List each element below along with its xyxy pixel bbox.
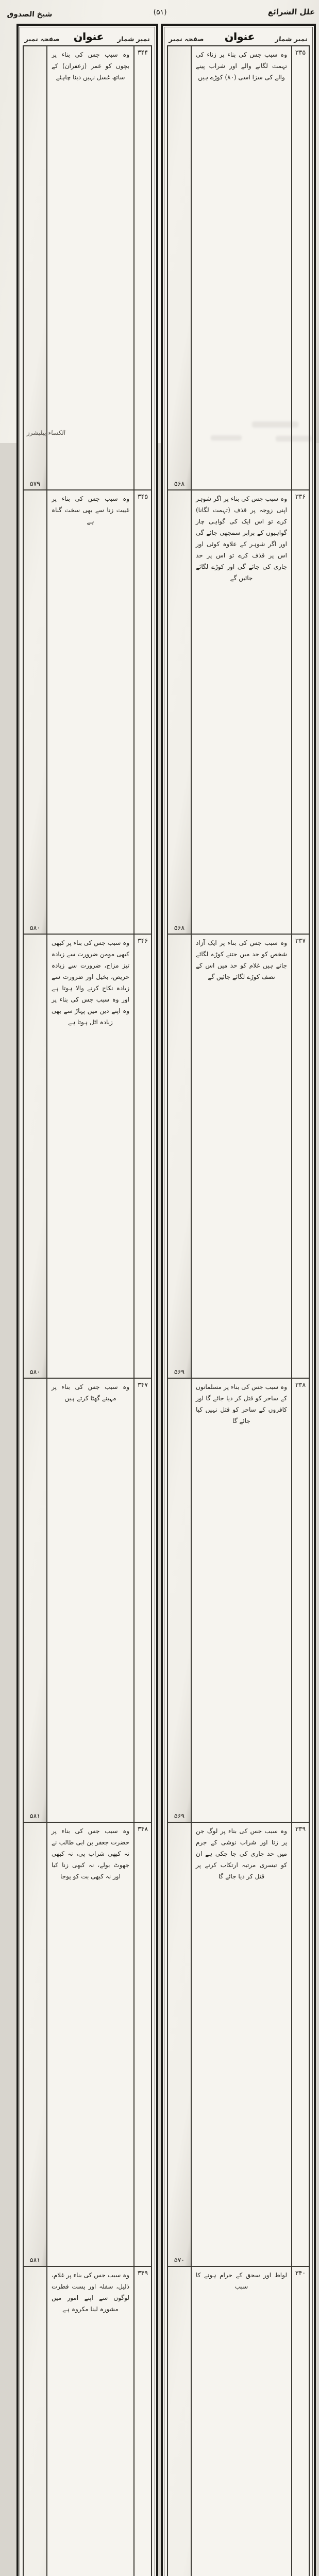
table-header-left (23, 30, 152, 45)
entry-title: وہ سبب جس کی بناء پر بچوں کو غمر (زعفران) کے ساتھ غسل نہیں دینا چاہئے (52, 51, 129, 81)
entry-page: ۵۸۰ (24, 490, 47, 934)
table-row (168, 934, 309, 1378)
entry-page: ۵۶۸ (168, 46, 192, 489)
table-row (24, 2266, 151, 2576)
page-column-header: صفحہ نمبر (24, 35, 60, 43)
table-row (168, 1378, 309, 1822)
entry-page (24, 2267, 47, 2576)
table-row (24, 1378, 151, 1822)
entry-page: ۵۷۰ (168, 1823, 192, 2266)
entry-serial: ۳۳۷ (291, 935, 309, 1378)
table-header-right (167, 30, 310, 45)
title-column-header: عنوان (73, 30, 104, 43)
table-row (168, 489, 309, 934)
entry-serial: ۳۴۷ (133, 1379, 151, 1822)
entry-title: وہ سبب جس کی بناء پر کبھی کبھی مومن ضرورت سے زیادہ تیز مزاج، ضرورت سے زیادہ حریص، بخیل اور ضرورت سے زیادہ نکاح کرنے والا ہوتا ہے اور وہ سبب جس کی بناء پر وہ اپنے دین میں پہاڑ سے بھی زیادہ اٹل ہوتا ہے (52, 939, 129, 1026)
entry-serial: ۳۴۴ (133, 46, 151, 489)
entry-page: ۵۶۸ (168, 490, 192, 934)
entry-serial: ۳۳۵ (291, 46, 309, 489)
running-head (7, 7, 315, 19)
entry-title: لواط اور سحق کے حرام ہونے کا سبب (196, 2272, 287, 2290)
table-row (24, 489, 151, 934)
serial-column-header: نمبر شمار (117, 35, 150, 43)
entry-serial: ۳۴۶ (133, 935, 151, 1378)
entry-title: وہ سبب جس کی بناء پر مہینے گھٹا کرتے ہیں (52, 1383, 129, 1402)
entry-serial: ۳۳۶ (291, 490, 309, 934)
table-row (24, 1822, 151, 2266)
toc-tables (16, 24, 316, 2576)
entry-page: ۵۸۰ (24, 935, 47, 1378)
page-number: (۵۱) (153, 8, 167, 16)
toc-table-right (161, 24, 316, 2576)
entry-title: وہ سبب جس کی بناء پر لوگ جن پر زنا اور شراب نوشی کے جرم میں حد جاری کی جا چکی ہے ان کو تیسری مرتبہ ارتکاب کرنے پر قتل کر دیا جائے گا (196, 1827, 287, 1880)
table-row (168, 2266, 309, 2576)
ink-bleed-mark (252, 421, 298, 428)
author-name: شیخ الصدوق (7, 10, 53, 19)
entry-title: وہ سبب جس کی بناء پر مسلمانوں کے ساحر کو قتل کر دیا جائے گا اور کافروں کے ساحر کو قتل نہیں کیا جائے گا (196, 1383, 287, 1425)
toc-grid-left (23, 45, 152, 2576)
entry-page: ۵۸۱ (24, 1823, 47, 2266)
entry-title: وہ سبب جس کی بناء پر غیبت زنا سے بھی سخت گناہ ہے (52, 495, 129, 525)
entry-page (168, 2267, 192, 2576)
entry-page: ۵۶۹ (168, 1379, 192, 1822)
entry-title: وہ سبب جس کی بناء پر حضرت جعفر بن ابی طالب نے نہ کبھی شراب پی، نہ کبھی جھوٹ بولے، نہ کبھی زنا کیا اور نہ کبھی بت کو پوجا (52, 1827, 129, 1880)
entry-page: ۵۷۹ (24, 46, 47, 489)
table-row (24, 46, 151, 489)
table-row (168, 1822, 309, 2266)
entry-serial: ۳۴۸ (133, 1823, 151, 2266)
entry-serial: ۳۳۹ (291, 1823, 309, 2266)
entry-title: وہ سبب جس کی بناء پر غلام، ذلیل، سفلہ اور پست فطرت لوگوں سے اپنے امور میں مشورہ لینا مکروہ ہے (52, 2272, 129, 2313)
ink-bleed-mark (276, 436, 312, 442)
serial-column-header: نمبر شمار (275, 35, 308, 43)
page-column-header: صفحہ نمبر (169, 35, 205, 43)
publisher-imprint: الکساء پبلیشرز (26, 429, 66, 436)
entry-page: ۵۶۹ (168, 935, 192, 1378)
title-column-header: عنوان (224, 30, 255, 43)
table-row (24, 934, 151, 1378)
entry-serial: ۳۳۸ (291, 1379, 309, 1822)
entry-title: وہ سبب جس کی بناء پر اگر شوہر اپنی زوجہ پر قذف (تہمت لگانا) کرے تو اس ایک کی گواہی چار گواہیوں کے برابر سمجھی جائے گی اور اگر شوہر کے علاوہ کوئی اور اس پر قذف کرے تو اس پر حد جاری کی جائے گی اور کوڑے لگائے جائیں گے (196, 495, 287, 582)
entry-serial: ۳۴۰ (291, 2267, 309, 2576)
entry-title: وہ سبب جس کی بناء پر زناء کی تہمت لگانے والے اور شراب پینے والے کی سزا اسی (۸۰) کوڑے ہیں (196, 51, 287, 81)
entry-serial: ۳۴۹ (133, 2267, 151, 2576)
entry-serial: ۳۴۵ (133, 490, 151, 934)
entry-title: وہ سبب جس کی بناء پر ایک آزاد شخص کو حد میں جتنے کوڑے لگائے جاتے ہیں غلام کو حد میں اس کے نصف کوڑے لگائے جائیں گے (196, 939, 287, 980)
ink-bleed-mark (211, 435, 242, 440)
entry-page: ۵۸۱ (24, 1379, 47, 1822)
book-title: علل الشرائع (267, 7, 315, 16)
toc-table-left (16, 24, 158, 2576)
